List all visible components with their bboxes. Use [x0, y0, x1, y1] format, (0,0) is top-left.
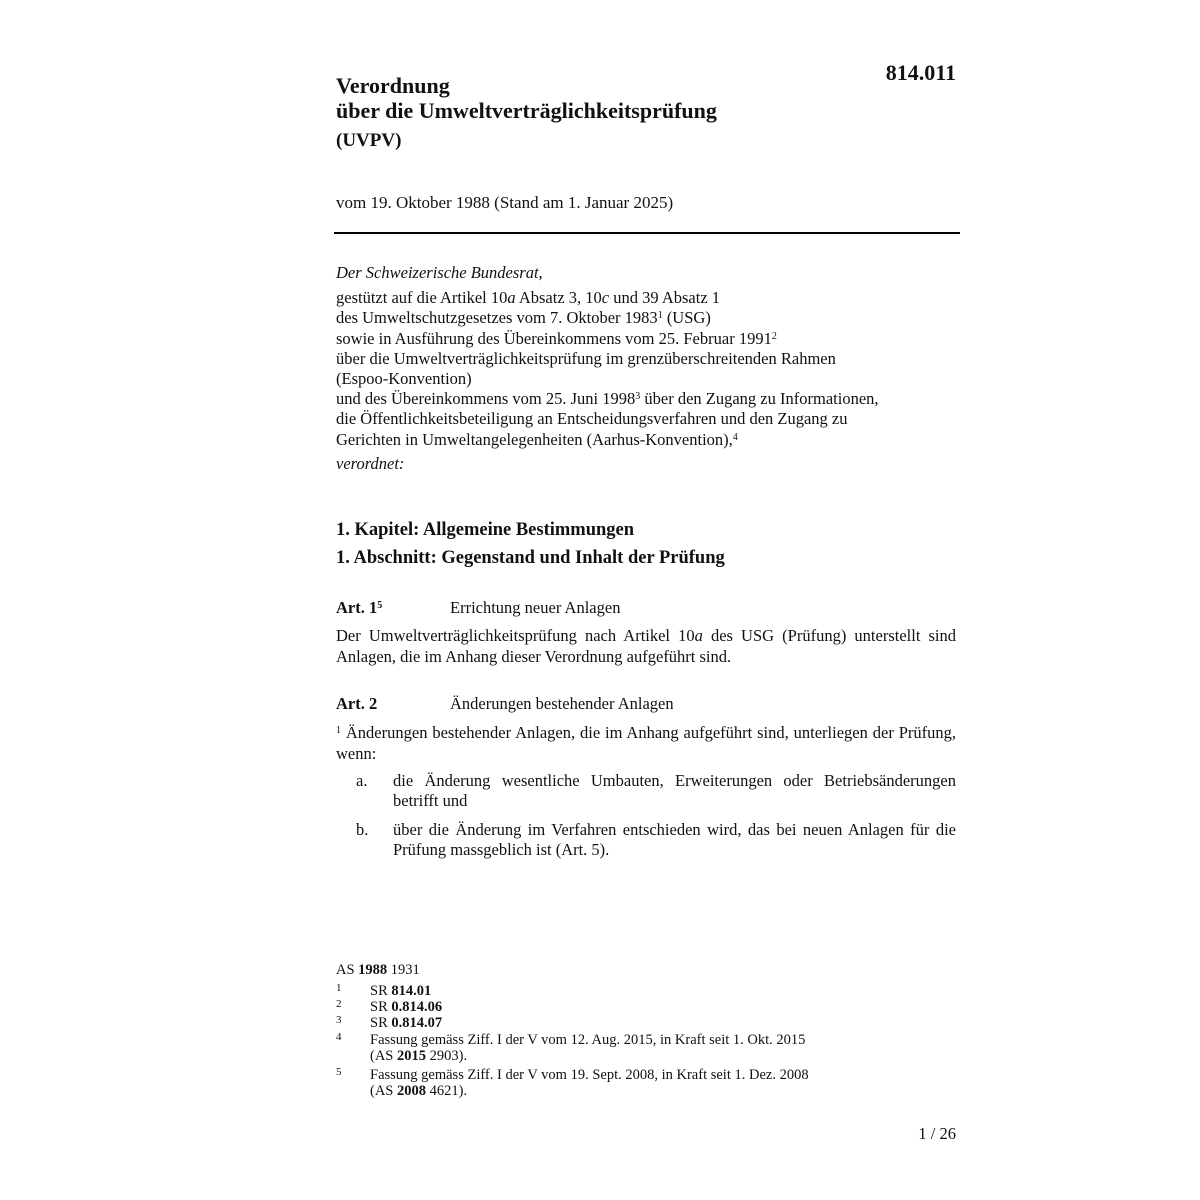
footnote-ref[interactable]: 3: [635, 391, 641, 403]
title-rule: [334, 232, 960, 234]
footnote-ref[interactable]: 4: [732, 431, 738, 443]
footnotes: [336, 983, 896, 1099]
list-text: über die Änderung im Verfahren entschieden wird, das bei neuen Anlagen für die Prüfung massgeblich ist (Art. 5).: [393, 820, 956, 859]
list-item: [356, 771, 956, 811]
footnote: 4 Fassung gemäss Ziff. I der V vom 12. Aug. 2015, in Kraft seit 1. Okt. 2015 (AS 2015 2903).: [336, 1030, 806, 1064]
article-1-text: Der Umweltverträglichkeitsprüfung nach Artikel 10a des USG (Prüfung) unterstellt sind Anlagen, die im Anhang dieser Verordnung aufgeführt sind.: [336, 626, 956, 666]
preamble-line: gestützt auf die Artikel 10a Absatz 3, 10c und 39 Absatz 1: [336, 288, 721, 308]
preamble: [336, 263, 966, 474]
list-item: [356, 820, 956, 860]
footnote: 1 SR 814.01: [336, 982, 432, 999]
article-1-heading: [336, 598, 620, 618]
article-title: Änderungen bestehender Anlagen: [450, 694, 674, 713]
title-line-2: über die Umweltverträglichkeitsprüfung: [336, 98, 717, 123]
preamble-line: sowie in Ausführung des Übereinkommens vom 25. Februar 1991$^2$: [336, 328, 777, 348]
page-number: 1 / 26: [918, 1124, 956, 1143]
title-line-1: Verordnung: [336, 73, 450, 98]
preamble-closing: verordnet:: [336, 453, 405, 473]
footnote-ref[interactable]: 5: [377, 600, 383, 611]
footnote-number: 5: [336, 1066, 342, 1079]
document-title: [336, 73, 717, 123]
footnote: 3 SR 0.814.07: [336, 1014, 443, 1032]
footnote-number: 4: [336, 1030, 342, 1043]
document-date: vom 19. Oktober 1988 (Stand am 1. Januar 2025): [336, 193, 674, 212]
article-2-paragraph-1: $^1$ Änderungen bestehender Anlagen, die im Anhang aufgeführt sind, unterliegen der Prüfung, wenn:: [336, 723, 956, 763]
footnote-number: 3: [336, 1014, 342, 1027]
paragraph-number: 1: [336, 725, 341, 736]
list-letter: a.: [356, 771, 368, 790]
source-reference: AS 1988 1931: [336, 962, 420, 978]
preamble-line: über die Umweltverträglichkeitsprüfung im grenzüberschreitenden Rahmen: [336, 348, 836, 368]
list-letter: b.: [356, 820, 369, 839]
footnote: 2 SR 0.814.06: [336, 998, 443, 1016]
preamble-authority: Der Schweizerische Bundesrat,: [336, 263, 543, 282]
article-number: Art. $1^5$: [336, 598, 383, 617]
footnote-number: 1: [336, 982, 342, 994]
footnote-ref[interactable]: 2: [771, 330, 777, 342]
article-2-heading: [336, 694, 674, 714]
article-number: Art. 2: [336, 694, 378, 713]
preamble-line: (Espoo-Konvention): [336, 369, 472, 389]
footnote: 5 Fassung gemäss Ziff. I der V vom 19. Sept. 2008, in Kraft seit 1. Dez. 2008 (AS 2008 4621).: [336, 1066, 809, 1100]
footnote-ref[interactable]: 1: [657, 310, 663, 322]
preamble-line: die Öffentlichkeitsbeteiligung an Entscheidungsverfahren und den Zugang zu: [336, 409, 848, 429]
sr-number: 814.011: [885, 60, 956, 85]
footnote-number: 2: [336, 998, 342, 1011]
article-title: Errichtung neuer Anlagen: [450, 598, 621, 617]
abbreviation: (UVPV): [336, 130, 402, 151]
chapter-heading: 1. Kapitel: Allgemeine Bestimmungen: [336, 520, 635, 540]
preamble-line: Gerichten in Umweltangelegenheiten (Aarhus-Konvention),$^4$: [336, 429, 738, 449]
section-heading: 1. Abschnitt: Gegenstand und Inhalt der Prüfung: [336, 548, 725, 568]
list-text: die Änderung wesentliche Umbauten, Erweiterungen oder Betriebsänderungen betrifft und: [393, 771, 956, 810]
preamble-line: und des Übereinkommens vom 25. Juni 1998$^3$ über den Zugang zu Informationen,: [336, 389, 879, 409]
preamble-line: des Umweltschutzgesetzes vom 7. Oktober 1983$^1$ (USG): [336, 308, 711, 328]
